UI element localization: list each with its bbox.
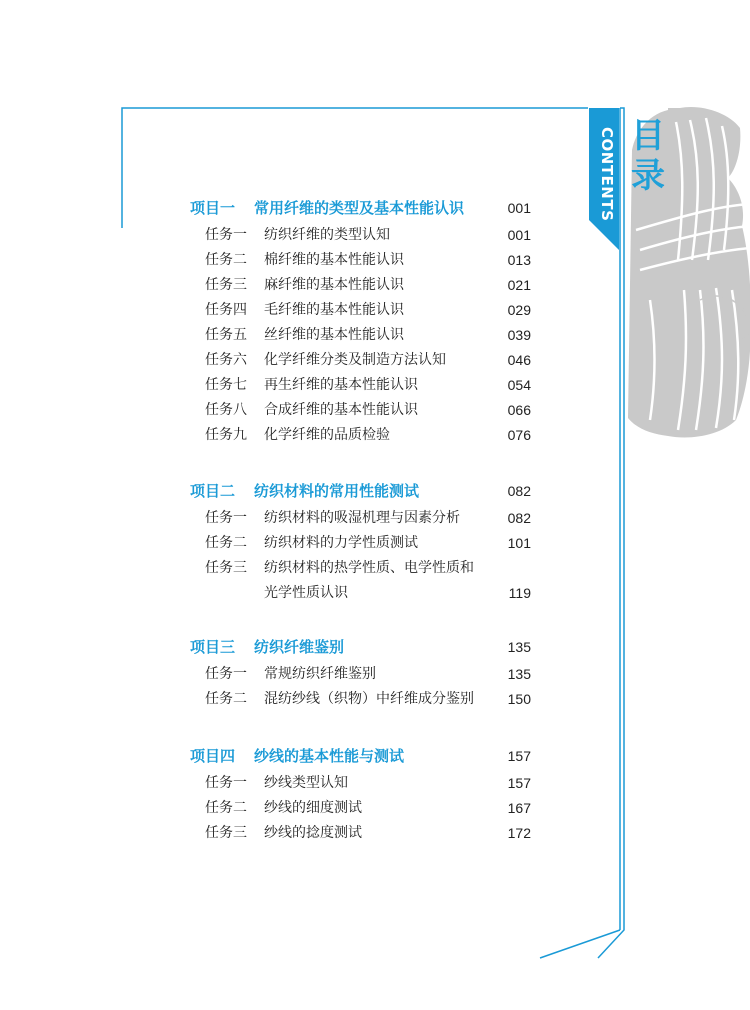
entry-page-number: 157 — [507, 748, 531, 764]
entry-page-number: 029 — [507, 302, 531, 318]
toc-task-entry[interactable] — [190, 249, 531, 271]
toc-task-entry[interactable] — [190, 532, 531, 554]
entry-page-number: 135 — [507, 639, 531, 655]
entry-number: 任务八 — [205, 402, 247, 418]
entry-page-number: 157 — [507, 775, 531, 791]
entry-title: 常规纺织纤维鉴别 — [264, 666, 376, 682]
entry-page-number: 001 — [507, 200, 531, 216]
entry-title: 棉纤维的基本性能认识 — [264, 252, 404, 268]
entry-title: 混纺纱线（织物）中纤维成分鉴别 — [264, 691, 474, 707]
toc-task-entry[interactable] — [190, 688, 531, 710]
entry-number: 任务五 — [205, 327, 247, 343]
entry-page-number: 172 — [507, 825, 531, 841]
entry-title: 纱线的捻度测试 — [264, 825, 362, 841]
toc-task-entry[interactable] — [190, 224, 531, 246]
toc-task-entry[interactable] — [190, 399, 531, 421]
toc-project-entry[interactable] — [190, 480, 531, 502]
entry-number: 任务二 — [205, 691, 247, 707]
entry-page-number: 066 — [507, 402, 531, 418]
entry-number: 任务六 — [205, 352, 247, 368]
entry-title: 常用纤维的类型及基本性能认识 — [254, 199, 465, 217]
entry-title: 纺织材料的热学性质、电学性质和 — [264, 560, 474, 576]
toc-task-entry[interactable] — [190, 772, 531, 794]
toc-task-entry[interactable] — [190, 349, 531, 371]
toc-project-entry[interactable] — [190, 745, 531, 767]
entry-page-number: 039 — [507, 327, 531, 343]
toc-task-entry[interactable] — [190, 663, 531, 685]
entry-page-number: 054 — [507, 377, 531, 393]
entry-title: 纱线的细度测试 — [264, 800, 362, 816]
entry-number: 任务二 — [205, 800, 247, 816]
toc-task-entry[interactable] — [190, 299, 531, 321]
entry-title: 丝纤维的基本性能认识 — [264, 327, 404, 343]
toc-task-entry[interactable] — [190, 324, 531, 346]
entry-number: 任务一 — [205, 666, 247, 682]
entry-page-number: 013 — [507, 252, 531, 268]
toc-project-entry[interactable] — [190, 197, 531, 219]
entry-number: 项目一 — [190, 199, 236, 217]
entry-number: 项目四 — [190, 747, 236, 765]
entry-number: 项目三 — [190, 638, 236, 656]
toc-task-entry[interactable] — [190, 274, 531, 296]
entry-title: 合成纤维的基本性能认识 — [264, 402, 418, 418]
page-title: 目录 — [631, 116, 665, 196]
entry-title: 纱线的基本性能与测试 — [254, 747, 405, 765]
entry-number: 任务三 — [205, 277, 247, 293]
entry-number: 任务二 — [205, 252, 247, 268]
entry-page-number: 101 — [507, 535, 531, 551]
entry-page-number: 082 — [507, 510, 531, 526]
entry-title: 纺织材料的吸湿机理与因素分析 — [264, 510, 460, 526]
entry-page-number: 076 — [507, 427, 531, 443]
entry-title: 化学纤维的品质检验 — [264, 427, 390, 443]
entry-title: 纺织纤维鉴别 — [254, 638, 345, 656]
entry-title: 毛纤维的基本性能认识 — [264, 302, 404, 318]
toc-project-entry[interactable] — [190, 636, 531, 658]
entry-page-number: 021 — [507, 277, 531, 293]
toc-task-entry[interactable] — [190, 797, 531, 819]
entry-number: 任务四 — [205, 302, 247, 318]
entry-number: 任务二 — [205, 535, 247, 551]
entry-page-number: 167 — [507, 800, 531, 816]
entry-page-number: 135 — [507, 666, 531, 682]
entry-page-number: 046 — [507, 352, 531, 368]
entry-number: 任务一 — [205, 510, 247, 526]
entry-number: 项目二 — [190, 482, 236, 500]
entry-number: 任务三 — [205, 825, 247, 841]
entry-number: 任务三 — [205, 560, 247, 576]
entry-page-number: 119 — [508, 585, 531, 601]
entry-page-number: 150 — [507, 691, 531, 707]
toc-task-entry[interactable] — [190, 507, 531, 529]
toc-task-entry[interactable] — [190, 822, 531, 844]
contents-label: CONTENTS — [598, 127, 616, 222]
entry-title: 纺织纤维的类型认知 — [264, 227, 390, 243]
entry-page-number: 001 — [507, 227, 531, 243]
toc-task-entry[interactable] — [190, 557, 531, 579]
entry-title: 再生纤维的基本性能认识 — [264, 377, 418, 393]
entry-number: 任务一 — [205, 227, 247, 243]
entry-title: 纱线类型认知 — [264, 775, 348, 791]
toc-task-entry[interactable] — [190, 582, 531, 604]
entry-number: 任务一 — [205, 775, 247, 791]
entry-title: 纺织材料的力学性质测试 — [264, 535, 418, 551]
entry-number: 任务九 — [205, 427, 247, 443]
entry-page-number: 082 — [507, 483, 531, 499]
toc-task-entry[interactable] — [190, 424, 531, 446]
entry-title: 光学性质认识 — [264, 585, 348, 601]
entry-title: 化学纤维分类及制造方法认知 — [264, 352, 446, 368]
entry-title: 纺织材料的常用性能测试 — [254, 482, 420, 500]
entry-title: 麻纤维的基本性能认识 — [264, 277, 404, 293]
toc-task-entry[interactable] — [190, 374, 531, 396]
entry-number: 任务七 — [205, 377, 247, 393]
